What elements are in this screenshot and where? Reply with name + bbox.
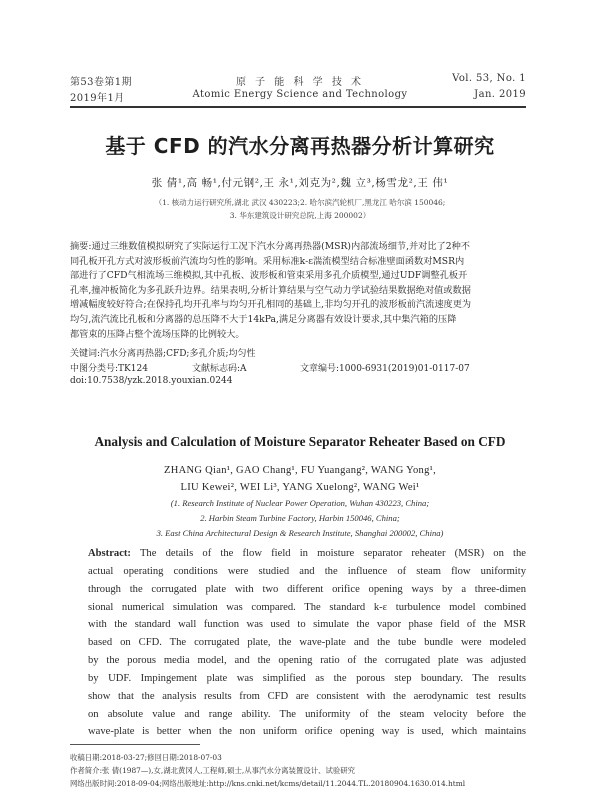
date-en: Jan. 2019 — [474, 89, 526, 100]
abstract-en — [88, 545, 526, 741]
doi: doi:10.7538/yzk.2018.youxian.0244 — [70, 376, 233, 386]
classification-clc: 中图分类号:TK124 — [70, 364, 148, 374]
abstract-en-line: by the porous media model, and the opening ratio of the corrugated plate was adjusted — [88, 655, 526, 667]
affiliation-en-1: (1. Research Institute of Nuclear Power Operation, Wuhan 430223, China; — [170, 498, 430, 508]
journal-title-en: Atomic Energy Science and Technology — [192, 89, 408, 100]
footnote-online: 网络出版时间:2018-09-04;网络出版地址:http://kns.cnki.net/kcms/detail/11.2044.TL.20180904.1630.014.html — [70, 779, 466, 788]
abstract-cn-line: 摘要:通过三维数值模拟研究了实际运行工况下汽水分离再热器(MSR)内部流场细节,并对比了2种不 — [70, 241, 470, 252]
abstract-en-line: through the corrugated plate with two different orifice opening ways by a three-dimen — [88, 583, 526, 595]
authors-en-1: ZHANG Qian¹, GAO Chang¹, FU Yuangang², WANG Yong¹, — [163, 465, 436, 476]
footnote-author-bio: 作者简介:张 倩(1987—),女,湖北黄冈人,工程师,硕士,从事汽水分离装置设计、试验研究 — [70, 766, 356, 775]
header-rule — [70, 106, 526, 108]
abstract-cn-line: 部进行了CFD气相流场三维模拟,其中孔板、波形板和管束采用多孔介质模型,通过UDF调整孔板开 — [70, 270, 468, 282]
abstract-en-line: show that the analysis results from CFD are consistent with the aerodynamic test results — [88, 690, 526, 702]
affiliation-en-3: 3. East China Architectural Design & Research Institute, Shanghai 200002, China) — [156, 528, 444, 538]
abstract-cn-line: 都管束的压降占整个流场压降的比例较大。 — [70, 328, 245, 340]
abstract-en-line: with the standard wall function was used to simulate the vapor phase field of the MSR — [88, 619, 526, 631]
footnote-rule — [70, 744, 200, 745]
abstract-en-line: actual operating conditions were studied and the influence of steam flow uniformity — [88, 565, 526, 577]
article-number: 文章编号:1000-6931(2019)01-0117-07 — [300, 364, 470, 374]
journal-title-cn: 原 子 能 科 学 技 术 — [235, 77, 365, 88]
abstract-cn — [70, 240, 526, 342]
abstract-en-label: Abstract: — [88, 548, 131, 559]
affiliation-cn-2: 3. 华东建筑设计研究总院,上海 200002） — [229, 211, 371, 220]
volume-en: Vol. 53, No. 1 — [452, 73, 526, 84]
abstract-en-line: sional numerical simulation was compared. The standard k-ε turbulence model combined — [88, 601, 526, 613]
abstract-cn-line: 增减幅度较好符合;在保持孔均开孔率与均匀开孔相同的基础上,非均匀开孔的波形板前汽流速度更为 — [70, 299, 472, 311]
affiliation-en-2: 2. Harbin Steam Turbine Factory, Harbin 150046, China; — [200, 513, 400, 523]
paper-title-cn: 基于 CFD 的汽水分离再热器分析计算研究 — [105, 134, 495, 158]
abstract-en-line: The details of the flow field in moisture separator reheater (MSR) on the — [139, 548, 526, 559]
abstract-en-line: wave-plate is better when the non uniform orifice opening way is used, which maintains — [88, 726, 526, 738]
document-code: 文献标志码:A — [192, 364, 247, 374]
authors-cn: 张 倩¹,高 畅¹,付元钢²,王 永¹,刘克为²,魏 立³,杨雪龙²,王 伟¹ — [151, 177, 449, 189]
abstract-cn-line: 均匀,流汽流比孔板和分离器的总压降不大于14kPa,满足分离器有效设计要求,其中集汽箱的压降 — [70, 313, 457, 325]
abstract-cn-line: 同孔板开孔方式对波形板前汽流均匀性的影响。采用标准k-ε湍流模型结合标准壁面函数对MSR内 — [70, 255, 465, 267]
keywords-cn: 关键词:汽水分离再热器;CFD;多孔介质;均匀性 — [70, 349, 256, 359]
abstract-en-line: based on CFD. The corrugated plate, the wave-plate and the tube bundle were modeled — [88, 637, 526, 649]
affiliation-cn-1: （1. 核动力运行研究所,湖北 武汉 430223;2. 哈尔滨汽轮机厂,黑龙江 哈尔滨 150046; — [154, 198, 446, 207]
authors-en-2: LIU Kewei², WEI Li³, YANG Xuelong², WANG Wei¹ — [180, 482, 420, 493]
abstract-en-line: by UDF. Impingement plate was simplified as the porous step boundary. The results — [88, 672, 526, 684]
abstract-en-line: on absolute value and range ability. The uniformity of the steam velocity before the — [88, 708, 526, 720]
footnote-received: 收稿日期:2018-03-27;修回日期:2018-07-03 — [70, 753, 222, 762]
date-cn: 2019年1月 — [70, 93, 125, 104]
volume-cn: 第53卷第1期 — [70, 77, 132, 88]
paper-title-en: Analysis and Calculation of Moisture Separator Reheater Based on CFD — [94, 434, 506, 449]
abstract-cn-line: 孔率,撞冲板简化为多孔跃升边界。结果表明,分析计算结果与空气动力学试验结果数据绝对值或数据 — [70, 284, 471, 296]
